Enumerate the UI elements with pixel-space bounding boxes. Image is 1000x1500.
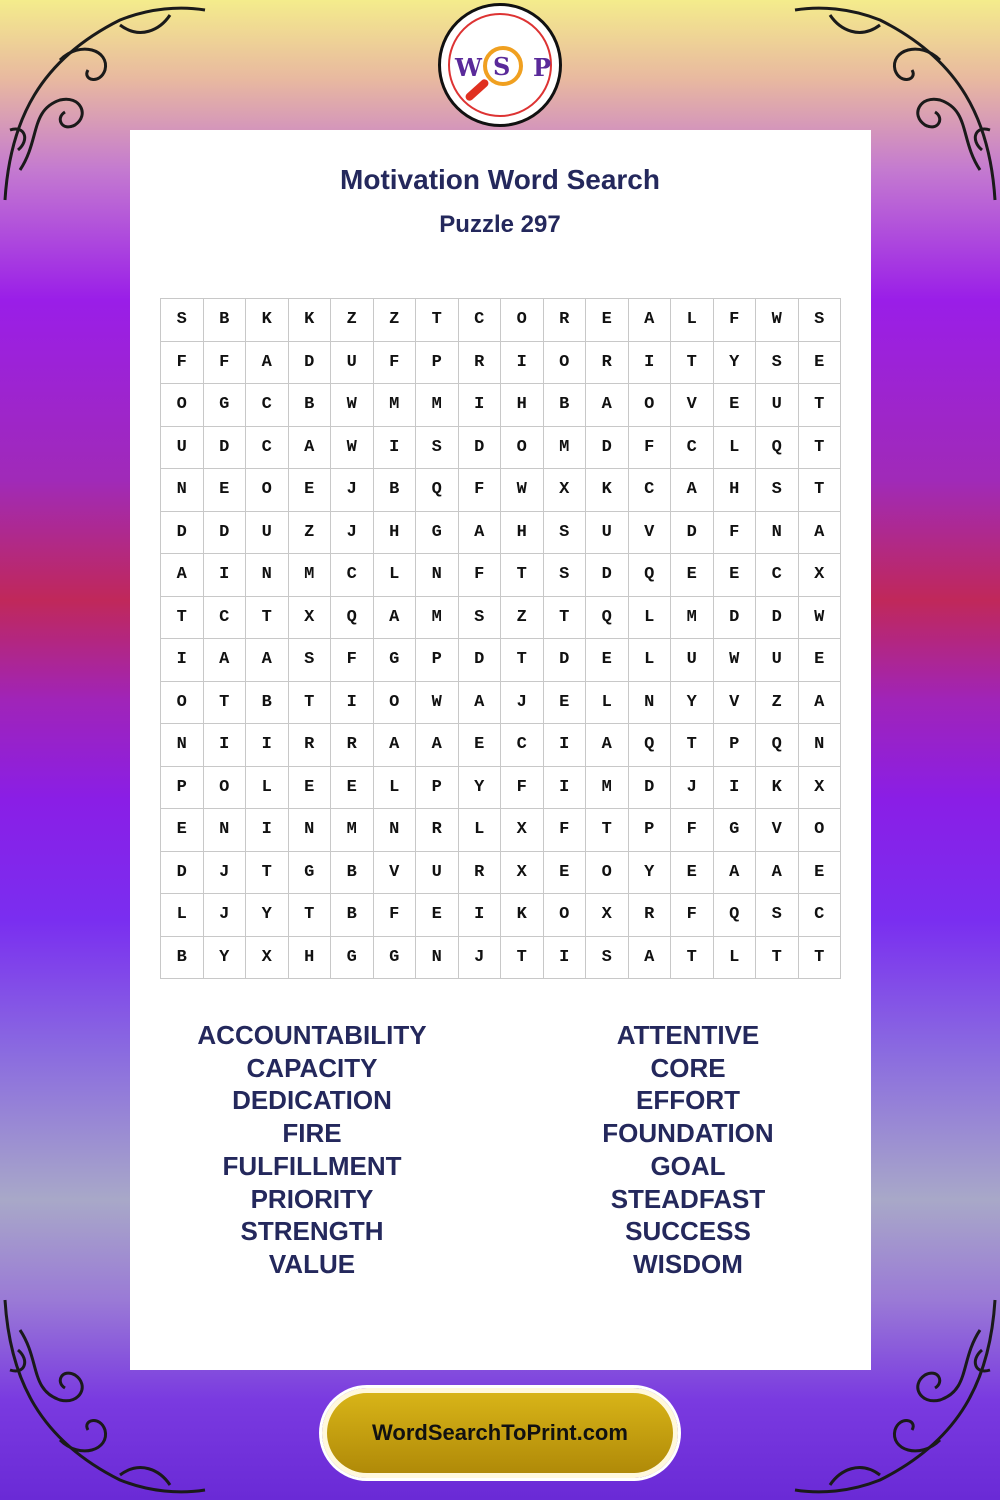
grid-cell: F [671,894,714,937]
word-item: CAPACITY [246,1052,378,1083]
grid-cell: I [331,682,374,725]
grid-cell: P [161,767,204,810]
grid-cell: F [629,427,672,470]
word-item: FIRE [282,1118,342,1149]
grid-cell: M [331,809,374,852]
grid-cell: I [246,724,289,767]
grid-cell: Q [756,427,799,470]
grid-cell: A [714,852,757,895]
grid-cell: A [374,597,417,640]
grid-cell: C [799,894,842,937]
word-list-left [147,1019,477,1281]
grid-cell: D [459,639,502,682]
grid-cell: L [246,767,289,810]
grid-cell: Q [586,597,629,640]
grid-cell: F [459,469,502,512]
grid-cell: U [161,427,204,470]
grid-cell: E [289,767,332,810]
grid-cell: R [459,342,502,385]
grid-cell: I [161,639,204,682]
grid-cell: E [586,639,629,682]
grid-cell: W [501,469,544,512]
grid-cell: T [671,724,714,767]
grid-cell: F [374,894,417,937]
grid-cell: L [714,937,757,980]
grid-cell: M [374,384,417,427]
letter-grid [160,298,841,979]
grid-cell: A [459,512,502,555]
grid-cell: T [416,299,459,342]
grid-cell: I [374,427,417,470]
grid-cell: J [501,682,544,725]
grid-cell: D [289,342,332,385]
grid-cell: M [416,597,459,640]
grid-cell: F [501,767,544,810]
grid-cell: F [714,512,757,555]
grid-cell: D [756,597,799,640]
grid-cell: F [374,342,417,385]
grid-cell: A [374,724,417,767]
logo-letter-w: W [455,53,482,82]
grid-cell: B [331,852,374,895]
grid-cell: E [204,469,247,512]
grid-cell: T [246,852,289,895]
grid-cell: D [714,597,757,640]
grid-cell: T [289,894,332,937]
grid-cell: M [544,427,587,470]
grid-cell: A [756,852,799,895]
grid-cell: D [586,554,629,597]
grid-cell: P [629,809,672,852]
grid-cell: Z [289,512,332,555]
grid-cell: W [331,384,374,427]
grid-cell: J [459,937,502,980]
grid-cell: N [756,512,799,555]
grid-cell: X [501,809,544,852]
grid-cell: F [161,342,204,385]
grid-cell: O [799,809,842,852]
grid-cell: E [544,852,587,895]
grid-cell: A [246,342,289,385]
grid-cell: U [671,639,714,682]
grid-cell: T [204,682,247,725]
grid-cell: Y [246,894,289,937]
grid-cell: D [204,512,247,555]
word-item: STEADFAST [610,1183,766,1214]
puzzle-number: Puzzle 297 [439,211,561,238]
grid-cell: I [629,342,672,385]
grid-cell: Y [204,937,247,980]
grid-cell: N [204,809,247,852]
grid-cell: I [204,724,247,767]
grid-cell: D [459,427,502,470]
grid-cell: I [544,724,587,767]
grid-cell: J [204,852,247,895]
grid-cell: L [629,597,672,640]
grid-cell: X [544,469,587,512]
grid-cell: B [331,894,374,937]
grid-cell: A [629,299,672,342]
grid-cell: M [416,384,459,427]
grid-cell: W [799,597,842,640]
grid-cell: M [289,554,332,597]
word-item: VALUE [268,1248,356,1279]
word-item: SUCCESS [625,1216,751,1247]
grid-cell: U [416,852,459,895]
grid-cell: T [289,682,332,725]
grid-cell: U [246,512,289,555]
grid-cell: A [289,427,332,470]
website-link-button[interactable] [322,1388,678,1478]
grid-cell: X [586,894,629,937]
logo-letter-s: S [493,52,511,81]
grid-cell: I [501,342,544,385]
grid-cell: D [161,512,204,555]
grid-cell: P [714,724,757,767]
grid-cell: F [544,809,587,852]
grid-cell: C [501,724,544,767]
grid-cell: F [671,809,714,852]
grid-cell: I [544,767,587,810]
grid-cell: T [671,342,714,385]
grid-cell: X [799,767,842,810]
grid-cell: Q [629,724,672,767]
grid-cell: A [799,682,842,725]
grid-cell: C [756,554,799,597]
grid-cell: A [161,554,204,597]
grid-cell: O [204,767,247,810]
grid-cell: T [799,469,842,512]
grid-cell: E [799,639,842,682]
grid-cell: T [671,937,714,980]
grid-cell: E [671,852,714,895]
grid-cell: U [586,512,629,555]
grid-cell: W [416,682,459,725]
grid-cell: R [331,724,374,767]
grid-cell: Z [331,299,374,342]
grid-cell: I [544,937,587,980]
grid-cell: T [246,597,289,640]
grid-cell: E [671,554,714,597]
grid-cell: L [161,894,204,937]
grid-cell: S [289,639,332,682]
grid-cell: G [714,809,757,852]
grid-cell: D [586,427,629,470]
grid-cell: G [289,852,332,895]
grid-cell: B [289,384,332,427]
grid-cell: X [799,554,842,597]
grid-cell: N [799,724,842,767]
grid-cell: I [714,767,757,810]
grid-cell: O [544,894,587,937]
grid-cell: R [586,342,629,385]
grid-cell: A [586,384,629,427]
grid-cell: S [416,427,459,470]
word-item: ATTENTIVE [616,1020,760,1050]
grid-cell: L [714,427,757,470]
grid-cell: G [374,639,417,682]
grid-cell: W [714,639,757,682]
grid-cell: A [671,469,714,512]
grid-cell: O [374,682,417,725]
grid-cell: L [459,809,502,852]
grid-cell: A [204,639,247,682]
grid-cell: S [756,342,799,385]
grid-cell: Z [501,597,544,640]
grid-cell: W [756,299,799,342]
grid-cell: L [629,639,672,682]
grid-cell: S [544,554,587,597]
grid-cell: S [756,894,799,937]
grid-cell: Y [629,852,672,895]
grid-cell: T [586,809,629,852]
grid-cell: L [671,299,714,342]
grid-cell: K [586,469,629,512]
grid-cell: K [501,894,544,937]
grid-cell: X [246,937,289,980]
grid-cell: D [629,767,672,810]
page-title: Motivation Word Search [340,164,660,195]
word-item: FOUNDATION [602,1118,774,1149]
grid-cell: F [204,342,247,385]
grid-cell: E [586,299,629,342]
grid-cell: N [629,682,672,725]
word-item: FULFILLMENT [222,1150,402,1181]
grid-cell: W [331,427,374,470]
grid-cell: H [501,512,544,555]
grid-cell: G [204,384,247,427]
grid-cell: J [671,767,714,810]
grid-cell: T [756,937,799,980]
grid-cell: I [204,554,247,597]
grid-cell: G [416,512,459,555]
grid-cell: L [374,554,417,597]
grid-cell: B [374,469,417,512]
grid-cell: A [246,639,289,682]
grid-cell: I [459,384,502,427]
grid-cell: T [501,937,544,980]
grid-cell: Y [671,682,714,725]
word-item: DEDICATION [232,1085,392,1116]
grid-cell: B [544,384,587,427]
grid-cell: T [799,384,842,427]
grid-cell: S [799,299,842,342]
grid-cell: B [204,299,247,342]
grid-cell: H [714,469,757,512]
grid-cell: O [246,469,289,512]
grid-cell: C [246,384,289,427]
grid-cell: Q [629,554,672,597]
grid-cell: N [416,554,459,597]
grid-cell: S [161,299,204,342]
grid-cell: V [671,384,714,427]
grid-cell: E [544,682,587,725]
word-item: PRIORITY [250,1183,374,1214]
grid-cell: P [416,767,459,810]
grid-cell: N [161,724,204,767]
grid-cell: A [416,724,459,767]
grid-cell: D [544,639,587,682]
grid-cell: E [459,724,502,767]
word-item: GOAL [650,1150,726,1181]
grid-cell: S [459,597,502,640]
grid-cell: C [246,427,289,470]
grid-cell: E [714,384,757,427]
grid-cell: H [374,512,417,555]
grid-cell: T [501,639,544,682]
grid-cell: Q [714,894,757,937]
grid-cell: R [459,852,502,895]
grid-cell: U [331,342,374,385]
grid-cell: J [331,512,374,555]
grid-cell: K [289,299,332,342]
grid-cell: A [629,937,672,980]
grid-cell: T [161,597,204,640]
grid-cell: V [374,852,417,895]
grid-cell: G [374,937,417,980]
grid-cell: Q [416,469,459,512]
grid-cell: T [799,937,842,980]
grid-cell: P [416,342,459,385]
grid-cell: F [714,299,757,342]
word-item: STRENGTH [240,1216,384,1247]
grid-cell: A [586,724,629,767]
grid-cell: H [289,937,332,980]
grid-cell: H [501,384,544,427]
grid-cell: D [671,512,714,555]
grid-cell: G [331,937,374,980]
grid-cell: E [289,469,332,512]
grid-cell: I [246,809,289,852]
grid-cell: D [161,852,204,895]
grid-cell: P [416,639,459,682]
grid-cell: N [289,809,332,852]
grid-cell: S [586,937,629,980]
word-item: EFFORT [636,1085,740,1116]
word-item: ACCOUNTABILITY [197,1020,427,1050]
grid-cell: V [756,809,799,852]
grid-cell: N [374,809,417,852]
grid-cell: O [501,299,544,342]
grid-cell: L [586,682,629,725]
grid-cell: C [459,299,502,342]
grid-cell: R [289,724,332,767]
grid-cell: F [459,554,502,597]
grid-cell: U [756,384,799,427]
grid-cell: R [416,809,459,852]
grid-cell: A [459,682,502,725]
grid-cell: E [799,852,842,895]
grid-cell: E [416,894,459,937]
grid-cell: K [756,767,799,810]
grid-cell: C [629,469,672,512]
grid-cell: S [756,469,799,512]
grid-cell: T [501,554,544,597]
word-list-right [523,1019,853,1281]
grid-cell: M [671,597,714,640]
grid-cell: Q [756,724,799,767]
grid-cell: O [629,384,672,427]
grid-cell: F [331,639,374,682]
grid-cell: D [204,427,247,470]
grid-cell: R [544,299,587,342]
grid-cell: X [501,852,544,895]
website-link-label: WordSearchToPrint.com [372,1420,628,1445]
grid-cell: T [544,597,587,640]
grid-cell: A [799,512,842,555]
wsp-logo [438,3,562,127]
grid-cell: K [246,299,289,342]
grid-cell: E [799,342,842,385]
grid-cell: R [629,894,672,937]
logo-letter-p: P [533,53,552,82]
grid-cell: C [671,427,714,470]
grid-cell: Q [331,597,374,640]
grid-cell: U [756,639,799,682]
grid-cell: Z [374,299,417,342]
grid-cell: Y [459,767,502,810]
word-item: CORE [650,1052,726,1083]
grid-cell: X [289,597,332,640]
grid-cell: C [331,554,374,597]
grid-cell: E [331,767,374,810]
grid-cell: M [586,767,629,810]
grid-cell: Y [714,342,757,385]
grid-cell: O [586,852,629,895]
grid-cell: E [161,809,204,852]
grid-cell: Z [756,682,799,725]
grid-cell: S [544,512,587,555]
grid-cell: I [459,894,502,937]
grid-cell: N [161,469,204,512]
grid-cell: B [161,937,204,980]
grid-cell: T [799,427,842,470]
grid-cell: C [204,597,247,640]
grid-cell: N [246,554,289,597]
grid-cell: O [544,342,587,385]
grid-cell: N [416,937,459,980]
grid-cell: E [714,554,757,597]
grid-cell: V [714,682,757,725]
grid-cell: J [331,469,374,512]
grid-cell: L [374,767,417,810]
grid-cell: O [161,384,204,427]
grid-cell: O [501,427,544,470]
grid-cell: O [161,682,204,725]
grid-cell: J [204,894,247,937]
word-item: WISDOM [633,1248,743,1279]
grid-cell: V [629,512,672,555]
grid-cell: B [246,682,289,725]
